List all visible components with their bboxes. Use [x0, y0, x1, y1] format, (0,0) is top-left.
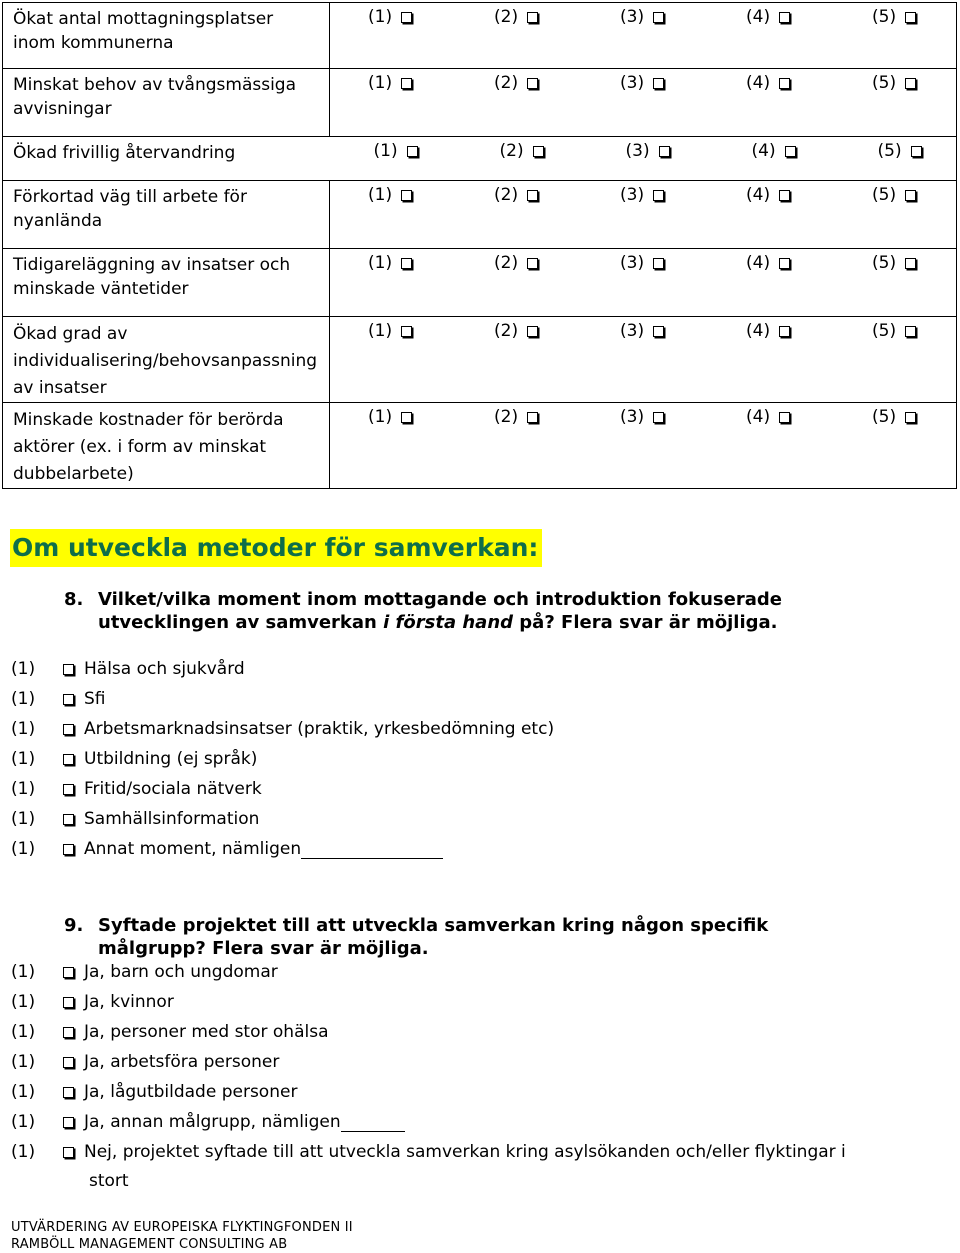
rating-option-label: (2): [494, 185, 519, 205]
rating-option-4[interactable]: [746, 405, 872, 429]
rating-label: Tidigareläggning av insatser och minskade väntetider: [13, 255, 291, 299]
rating-option-label: (4): [746, 321, 771, 341]
checkbox-icon[interactable]: [527, 190, 538, 201]
rating-option-1[interactable]: [368, 251, 494, 275]
rating-row: [3, 69, 957, 137]
option-row[interactable]: [11, 957, 846, 987]
rating-option-label: (1): [368, 253, 393, 273]
checkbox-icon[interactable]: [527, 78, 538, 89]
option-row[interactable]: [11, 1017, 846, 1047]
rating-row: [3, 181, 957, 249]
rating-option-label: (2): [494, 253, 519, 273]
q8-option-list: [11, 654, 554, 864]
rating-option-4[interactable]: [752, 139, 878, 163]
checkbox-icon[interactable]: [63, 967, 74, 978]
option-label: Ja, barn och ungdomar: [84, 962, 278, 982]
checkbox-icon[interactable]: [63, 997, 74, 1008]
rating-option-2[interactable]: [494, 183, 620, 207]
checkbox-icon[interactable]: [533, 146, 544, 157]
checkbox-icon[interactable]: [785, 146, 796, 157]
rating-row: [3, 249, 957, 317]
question-text-line2: målgrupp? Flera svar är möjliga.: [98, 938, 429, 959]
option-code: (1): [11, 1052, 36, 1072]
rating-options-cell: [330, 249, 957, 317]
rating-option-label: (3): [620, 407, 645, 427]
checkbox-icon[interactable]: [653, 412, 664, 423]
rating-options-cell: [330, 137, 957, 181]
checkbox-icon[interactable]: [905, 190, 916, 201]
option-label: Annat moment, nämligen: [84, 839, 302, 859]
checkbox-icon[interactable]: [911, 146, 922, 157]
emphasis-text: i första hand: [383, 612, 514, 633]
checkbox-icon[interactable]: [63, 1027, 74, 1038]
footer: [11, 1219, 353, 1253]
rating-label-cell: [3, 403, 330, 489]
checkbox-icon[interactable]: [905, 78, 916, 89]
checkbox-icon[interactable]: [527, 12, 538, 23]
rating-row: [3, 403, 957, 489]
section-heading: Om utveckla metoder för samverkan:: [10, 529, 542, 567]
rating-option-3[interactable]: [620, 71, 746, 95]
q9-option-list: [11, 957, 846, 1196]
option-code: (1): [11, 1112, 36, 1132]
rating-option-5[interactable]: [872, 319, 916, 343]
option-code: (1): [11, 809, 36, 829]
question-number: 9.: [64, 915, 84, 936]
checkbox-icon[interactable]: [401, 412, 412, 423]
checkbox-icon[interactable]: [779, 412, 790, 423]
rating-option-label: (3): [620, 253, 645, 273]
option-label: Arbetsmarknadsinsatser (praktik, yrkesbedömning etc): [84, 719, 555, 739]
checkbox-icon[interactable]: [653, 78, 664, 89]
option-label: Fritid/sociala nätverk: [84, 779, 262, 799]
rating-option-5[interactable]: [878, 139, 922, 163]
option-row[interactable]: [11, 654, 554, 684]
rating-table: [2, 2, 957, 489]
option-code: (1): [11, 749, 36, 769]
rating-row: [3, 3, 957, 69]
option-label: Samhällsinformation: [84, 809, 260, 829]
option-code: (1): [11, 689, 36, 709]
option-row[interactable]: [11, 1047, 846, 1077]
rating-option-label: (5): [872, 73, 897, 93]
rating-row: [3, 137, 957, 181]
checkbox-icon[interactable]: [63, 724, 74, 735]
option-code: (1): [11, 1022, 36, 1042]
rating-option-2[interactable]: [494, 319, 620, 343]
checkbox-icon[interactable]: [63, 814, 74, 825]
checkbox-icon[interactable]: [653, 326, 664, 337]
rating-label: Ökad grad av individualisering/behovsanpassning av insatser: [13, 324, 318, 398]
checkbox-icon[interactable]: [779, 258, 790, 269]
checkbox-icon[interactable]: [401, 78, 412, 89]
option-code: (1): [11, 839, 36, 859]
rating-label-cell: [3, 69, 330, 137]
option-label: Sfi: [84, 689, 106, 709]
option-label: Ja, kvinnor: [84, 992, 174, 1012]
option-row[interactable]: [11, 1107, 846, 1137]
checkbox-icon[interactable]: [659, 146, 670, 157]
checkbox-icon[interactable]: [63, 754, 74, 765]
checkbox-icon[interactable]: [63, 784, 74, 795]
option-row[interactable]: [11, 714, 554, 744]
option-row[interactable]: [11, 1137, 846, 1196]
rating-option-3[interactable]: [620, 183, 746, 207]
option-label: Hälsa och sjukvård: [84, 659, 245, 679]
option-code: (1): [11, 659, 36, 679]
option-row[interactable]: [11, 987, 846, 1017]
checkbox-icon[interactable]: [905, 326, 916, 337]
checkbox-icon[interactable]: [401, 12, 412, 23]
rating-option-label: (5): [872, 407, 897, 427]
question-text-line1: Syftade projektet till att utveckla samverkan kring någon specifik: [98, 915, 769, 936]
rating-options-cell: [330, 181, 957, 249]
rating-option-label: (2): [494, 321, 519, 341]
rating-option-4[interactable]: [746, 5, 872, 29]
write-in-line[interactable]: [341, 1113, 405, 1132]
rating-option-3[interactable]: [620, 319, 746, 343]
footer-line2: RAMBÖLL MANAGEMENT CONSULTING AB: [11, 1237, 288, 1252]
rating-label: Ökat antal mottagningsplatser inom kommunerna: [13, 9, 274, 53]
option-label-continued: stort: [89, 1171, 129, 1191]
rating-option-label: (2): [494, 73, 519, 93]
rating-option-1[interactable]: [368, 405, 494, 429]
rating-option-4[interactable]: [746, 183, 872, 207]
question-8: 8. Vilket/vilka moment inom mottagande och introduktion fokuserade utvecklingen av samverkan i första hand på? Flera svar är möjliga.: [64, 589, 782, 633]
rating-option-label: (5): [872, 253, 897, 273]
rating-option-label: (1): [373, 141, 398, 161]
rating-option-label: (3): [620, 7, 645, 27]
rating-option-label: (1): [368, 185, 393, 205]
rating-option-4[interactable]: [746, 71, 872, 95]
checkbox-icon[interactable]: [905, 258, 916, 269]
rating-option-label: (5): [872, 7, 897, 27]
rating-options-cell: [330, 317, 957, 403]
checkbox-icon[interactable]: [779, 326, 790, 337]
option-label: Ja, arbetsföra personer: [84, 1052, 280, 1072]
checkbox-icon[interactable]: [401, 326, 412, 337]
checkbox-icon[interactable]: [63, 694, 74, 705]
rating-option-label: (4): [746, 407, 771, 427]
checkbox-icon[interactable]: [653, 258, 664, 269]
question-text-line1: Vilket/vilka moment inom mottagande och introduktion fokuserade: [98, 589, 782, 610]
rating-option-label: (3): [625, 141, 650, 161]
rating-option-label: (4): [746, 185, 771, 205]
checkbox-icon[interactable]: [407, 146, 418, 157]
rating-label: Förkortad väg till arbete för nyanlända: [13, 187, 247, 231]
rating-option-3[interactable]: [620, 405, 746, 429]
option-label: Ja, personer med stor ohälsa: [84, 1022, 329, 1042]
rating-label-cell: [3, 317, 330, 403]
option-label: Ja, lågutbildade personer: [84, 1082, 298, 1102]
footer-line1: UTVÄRDERING AV EUROPEISKA FLYKTINGFONDEN II: [11, 1220, 353, 1235]
option-code: (1): [11, 779, 36, 799]
rating-option-label: (4): [751, 141, 776, 161]
rating-option-2[interactable]: [494, 251, 620, 275]
option-code: (1): [11, 962, 36, 982]
rating-option-5[interactable]: [872, 183, 916, 207]
checkbox-icon[interactable]: [63, 844, 74, 855]
checkbox-icon[interactable]: [527, 412, 538, 423]
rating-option-3[interactable]: [620, 251, 746, 275]
option-label: Utbildning (ej språk): [84, 749, 258, 769]
rating-option-label: (3): [620, 321, 645, 341]
rating-option-2[interactable]: [494, 5, 620, 29]
rating-option-3[interactable]: [626, 139, 752, 163]
checkbox-icon[interactable]: [905, 12, 916, 23]
checkbox-icon[interactable]: [401, 190, 412, 201]
rating-option-label: (2): [499, 141, 524, 161]
rating-option-label: (5): [877, 141, 902, 161]
rating-option-1[interactable]: [368, 183, 494, 207]
checkbox-icon[interactable]: [779, 78, 790, 89]
rating-option-1[interactable]: [368, 5, 494, 29]
rating-label-cell: [3, 249, 330, 317]
rating-option-1[interactable]: [368, 71, 494, 95]
option-row[interactable]: [11, 684, 554, 714]
rating-label-cell: [3, 137, 330, 181]
rating-row: [3, 317, 957, 403]
rating-options-cell: [330, 403, 957, 489]
rating-label-cell: [3, 3, 330, 69]
rating-option-label: (4): [746, 73, 771, 93]
rating-option-5[interactable]: [872, 71, 916, 95]
checkbox-icon[interactable]: [63, 1117, 74, 1128]
option-row[interactable]: [11, 834, 554, 864]
option-row[interactable]: [11, 804, 554, 834]
checkbox-icon[interactable]: [63, 1147, 74, 1158]
rating-option-1[interactable]: [368, 319, 494, 343]
rating-option-label: (3): [620, 185, 645, 205]
rating-option-label: (1): [368, 407, 393, 427]
checkbox-icon[interactable]: [653, 190, 664, 201]
option-code: (1): [11, 719, 36, 739]
rating-option-label: (3): [620, 73, 645, 93]
option-label: Ja, annan målgrupp, nämligen: [84, 1112, 341, 1132]
checkbox-icon[interactable]: [63, 664, 74, 675]
rating-option-5[interactable]: [872, 5, 916, 29]
checkbox-icon[interactable]: [905, 412, 916, 423]
checkbox-icon[interactable]: [63, 1057, 74, 1068]
rating-option-label: (1): [368, 73, 393, 93]
checkbox-icon[interactable]: [527, 326, 538, 337]
rating-option-5[interactable]: [872, 251, 916, 275]
option-row[interactable]: [11, 744, 554, 774]
rating-option-label: (2): [494, 407, 519, 427]
checkbox-icon[interactable]: [401, 258, 412, 269]
checkbox-icon[interactable]: [63, 1087, 74, 1098]
rating-option-label: (4): [746, 7, 771, 27]
rating-option-2[interactable]: [494, 405, 620, 429]
rating-option-4[interactable]: [746, 319, 872, 343]
rating-option-2[interactable]: [494, 71, 620, 95]
option-code: (1): [11, 992, 36, 1012]
checkbox-icon[interactable]: [527, 258, 538, 269]
question-number: 8.: [64, 589, 84, 610]
option-row[interactable]: [11, 1077, 846, 1107]
rating-option-5[interactable]: [872, 405, 916, 429]
option-code: (1): [11, 1142, 36, 1162]
question-9: [64, 914, 768, 960]
rating-label-cell: [3, 181, 330, 249]
rating-option-4[interactable]: [746, 251, 872, 275]
write-in-line[interactable]: [301, 840, 443, 859]
checkbox-icon[interactable]: [779, 12, 790, 23]
rating-option-3[interactable]: [620, 5, 746, 29]
rating-label: Minskat behov av tvångsmässiga avvisningar: [13, 75, 297, 119]
rating-option-label: (4): [746, 253, 771, 273]
option-code: (1): [11, 1082, 36, 1102]
rating-option-label: (5): [872, 185, 897, 205]
option-row[interactable]: [11, 774, 554, 804]
option-label: Nej, projektet syftade till att utveckla samverkan kring asylsökanden och/eller flyktingar i: [84, 1142, 846, 1162]
rating-option-2[interactable]: [500, 139, 626, 163]
rating-option-label: (1): [368, 7, 393, 27]
rating-option-1[interactable]: [374, 139, 500, 163]
rating-option-label: (1): [368, 321, 393, 341]
rating-option-label: (5): [872, 321, 897, 341]
checkbox-icon[interactable]: [653, 12, 664, 23]
checkbox-icon[interactable]: [779, 190, 790, 201]
rating-options-cell: [330, 3, 957, 69]
rating-label: Ökad frivillig återvandring: [13, 143, 236, 163]
rating-label: Minskade kostnader för berörda aktörer (ex. i form av minskat dubbelarbete): [13, 410, 284, 484]
rating-option-label: (2): [494, 7, 519, 27]
rating-options-cell: [330, 69, 957, 137]
